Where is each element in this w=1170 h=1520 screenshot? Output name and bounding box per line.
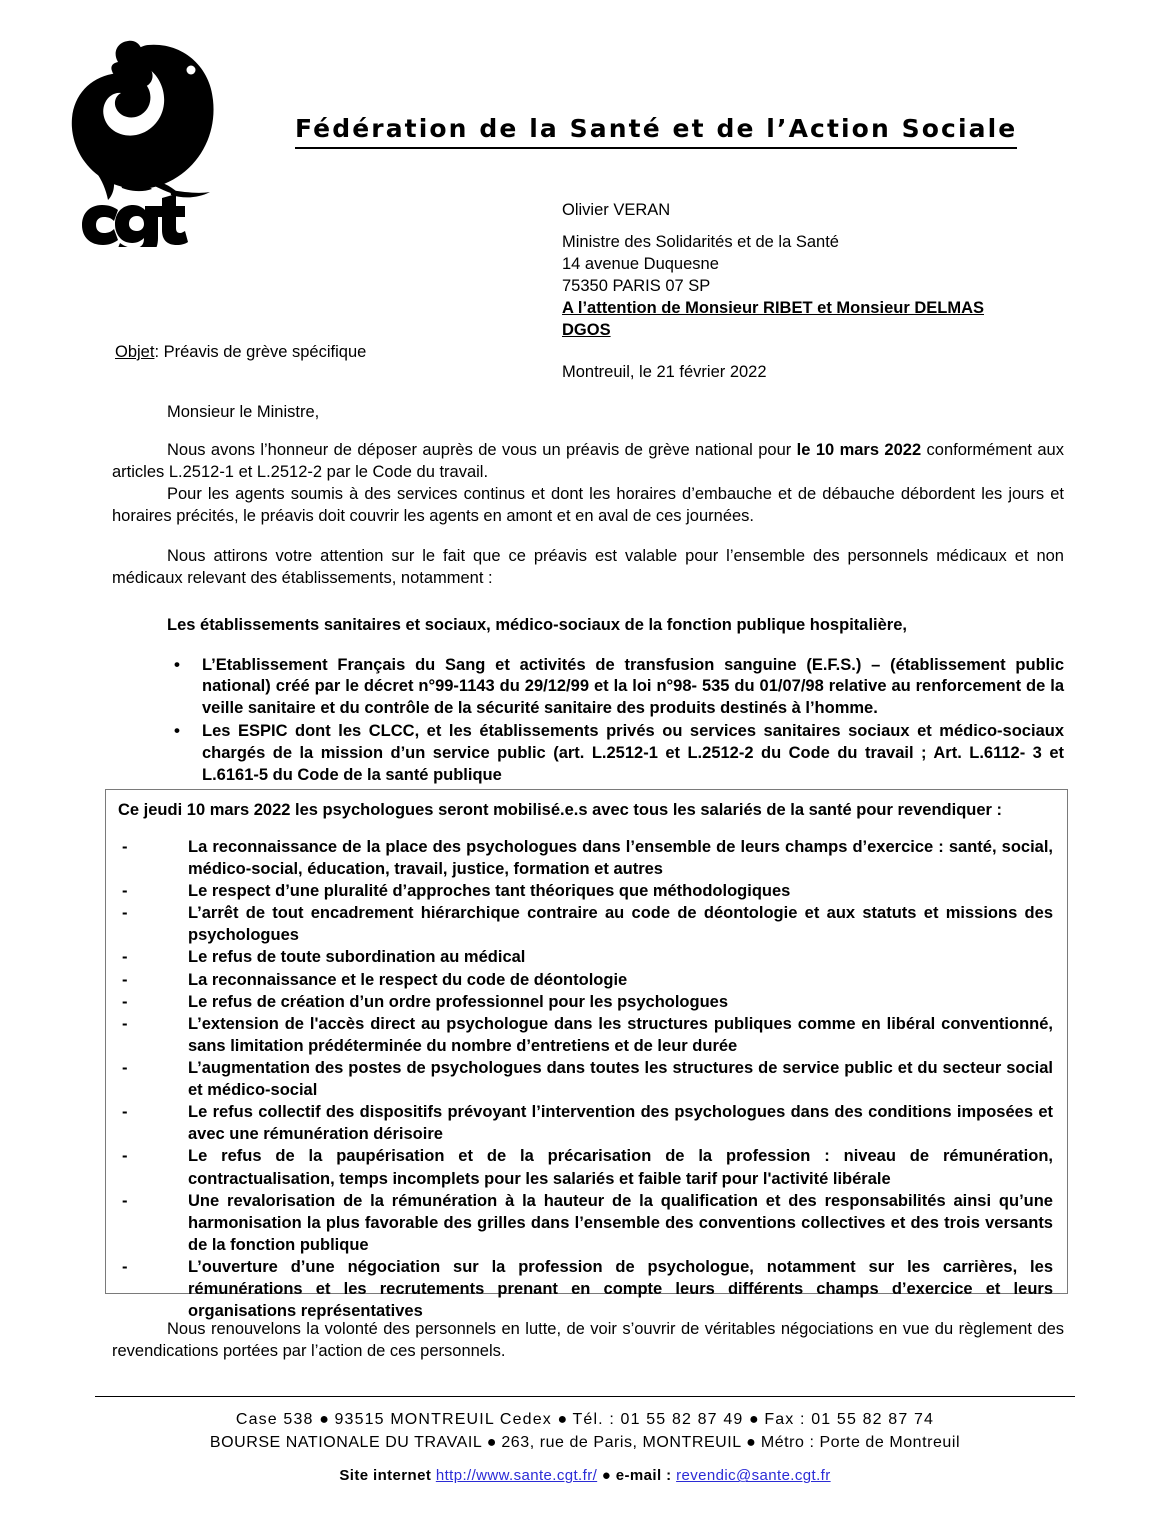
dash-icon: - [122,837,128,856]
attention-line-2: DGOS [562,320,611,339]
email-label: e-mail : [615,1467,672,1485]
footer-metro: Métro : Porte de Montreuil [760,1433,961,1451]
list-item [118,836,1053,880]
list-item [118,1013,1053,1057]
dash-icon: - [122,1103,128,1122]
establishments-list [112,655,1064,788]
subject-separator: : [154,343,164,361]
list-item [118,1256,1053,1322]
paragraph-2: Pour les agents soumis à des services continus et dont les horaires d’embauche et de débauche débordent les jours et horaires précités, le préavis doit couvrir les agents en amont et en aval de ces journées. [112,484,1064,525]
footer-line-2 [0,1432,1170,1455]
list-item [174,655,1064,721]
recipient-street: 14 avenue Duquesne [562,254,719,273]
dash-icon: - [122,948,128,967]
footer-case: Case 538 [235,1411,314,1428]
list-item [118,1101,1053,1145]
section-heading-establishments: Les établissements sanitaires et sociaux, médico-sociaux de la fonction publique hospitalière, [167,615,907,634]
footer-phone: Tél. : 01 55 82 87 49 [572,1411,744,1428]
separator-icon: ● [486,1433,497,1451]
footer-street: 263, rue de Paris, MONTREUIL [501,1433,742,1451]
closing-paragraph: Nous renouvelons la volonté des personnels en lutte, de voir s’ouvrir de véritables négociations en vue du règlement des revendications portées par l’action de ces personnels. [112,1320,1064,1360]
website-label: Site internet [339,1467,432,1485]
recipient-address-block [562,200,1082,342]
dash-icon: - [122,1059,128,1078]
separator-icon: ● [749,1411,759,1428]
dash-icon: - [122,904,128,923]
salutation: Monsieur le Ministre, [167,403,320,421]
paragraph-1 [112,440,1064,484]
cgt-logo [52,32,232,247]
demands-box [105,789,1068,1321]
footer-divider [95,1396,1075,1397]
demands-intro: Ce jeudi 10 mars 2022 les psychologues seront mobilisé.e.s avec tous les salariés de la santé pour revendiquer : [118,801,1003,819]
attention-line-1: A l’attention de Monsieur RIBET et Monsieur DELMAS [562,298,984,317]
footer-fax: Fax : 01 55 82 87 74 [764,1411,935,1428]
paragraph-3: Nous attirons votre attention sur le fait que ce préavis est valable pour l’ensemble des personnels médicaux et non médicaux relevant des établissements, notamment : [112,546,1064,587]
recipient-city: 75350 PARIS 07 SP [562,276,711,295]
demands-list [118,836,1053,1322]
footer-line-3 [0,1465,1170,1486]
separator-icon: ● [557,1411,568,1428]
separator-icon: ● [319,1411,329,1428]
separator-icon: ● [601,1467,612,1485]
list-item-text: Le refus de la paupérisation et de la précarisation de la profession : niveau de rémunération, contractualisation, temps incomplets pour les salariés et faible tarif pour l'activité libérale [188,1147,1053,1188]
dash-icon: - [122,992,128,1011]
recipient-name: Olivier VERAN [562,201,671,219]
dash-icon: - [122,882,128,901]
subject-label: Objet [115,343,155,361]
letter-body [112,402,1064,788]
list-item-text: L’arrêt de tout encadrement hiérarchique contraire au code de déontologie et aux statuts et missions des psychologues [188,904,1053,945]
list-item [118,1145,1053,1189]
dash-icon: - [122,970,128,989]
separator-icon: ● [746,1433,756,1451]
list-item [118,991,1053,1013]
list-item [118,946,1053,968]
list-item-text: L’ouverture d’une négociation sur la profession de psychologue, notamment sur les carrières, les rémunérations et les recrutements prenant en compte leurs différents champs d’exercice et leurs organisations représentatives [188,1258,1053,1321]
dateline: Montreuil, le 21 février 2022 [562,363,767,381]
document-footer [0,1409,1170,1487]
email-link[interactable]: revendic@sante.cgt.fr [676,1467,831,1485]
list-item [118,880,1053,902]
paragraph-1-text-after: conformément aux articles L.2512-1 et L.2512-2 par le Code du travail. [112,440,1064,481]
list-item-text: Le refus collectif des dispositifs prévoyant l’intervention des psychologues dans des conditions imposées et avec une rémunération dérisoire [188,1103,1053,1144]
subject-value: Préavis de grève spécifique [163,343,367,361]
strike-date-highlight: le 10 mars 2022 [796,440,922,459]
dash-icon: - [122,1014,128,1033]
list-item [118,902,1053,946]
list-item-text: L’augmentation des postes de psychologues dans toutes les structures de service public et du secteur social et médico-social [188,1059,1053,1100]
list-item-text: Le respect d’une pluralité d’approches tant théoriques que méthodologiques [188,882,791,901]
bullet-icon: • [174,654,180,674]
list-item [174,721,1064,787]
footer-building: BOURSE NATIONALE DU TRAVAIL [209,1433,482,1451]
footer-line-1 [0,1409,1170,1432]
list-item-text: Une revalorisation de la rémunération à la hauteur de la qualification et des responsabilités ainsi qu’une harmonisation la plus favorable des grilles dans l’ensemble des conventions collectives et des trois versants de la fonction publique [188,1191,1053,1254]
list-item-text: La reconnaissance et le respect du code de déontologie [188,970,628,989]
federation-title: Fédération de la Santé et de l’Action Sociale [295,115,1017,149]
list-item-text: Les ESPIC dont les CLCC, et les établissements privés ou services sanitaires sociaux et médico-sociaux chargés de la mission d’un service public (art. L.2512-1 et L.2512-2 du Code du travail ; Art. L.6112- 3 et L.6161-5 du Code de la santé publique [202,722,1064,785]
paragraph-1-text-before: Nous avons l’honneur de déposer auprès de vous un préavis de grève national pour [167,440,797,459]
list-item [118,1057,1053,1101]
list-item-text: L’Etablissement Français du Sang et activités de transfusion sanguine (E.F.S.) – (établissement public national) créé par le décret n°99-1143 du 29/12/99 et la loi n°98- 535 du 01/07/98 relative au renforcement de la veille sanitaire et du contrôle de la sécurité sanitaire des produits destinés à l’homme. [202,655,1064,718]
list-item-text: L’extension de l'accès direct au psychologue dans les structures publiques comme en libéral conventionné, sans limitation prédéterminée du nombre d’entretiens et de leur durée [188,1014,1053,1055]
dash-icon: - [122,1258,128,1277]
list-item-text: La reconnaissance de la place des psychologues dans l’ensemble de leurs champs d’exercice : santé, social, médico-social, éducation, travail, justice, formation et autres [188,837,1053,879]
list-item [118,1190,1053,1256]
website-link[interactable]: http://www.sante.cgt.fr/ [435,1467,598,1485]
dash-icon: - [122,1191,128,1210]
list-item-text: Le refus de toute subordination au médical [188,948,526,967]
list-item-text: Le refus de création d’un ordre professionnel pour les psychologues [188,992,729,1011]
bullet-icon: • [174,721,180,741]
footer-postcode: 93515 MONTREUIL Cedex [334,1411,552,1428]
dash-icon: - [122,1147,128,1166]
recipient-ministry: Ministre des Solidarités et de la Santé [562,232,839,251]
list-item [118,969,1053,991]
subject-line [115,343,366,362]
